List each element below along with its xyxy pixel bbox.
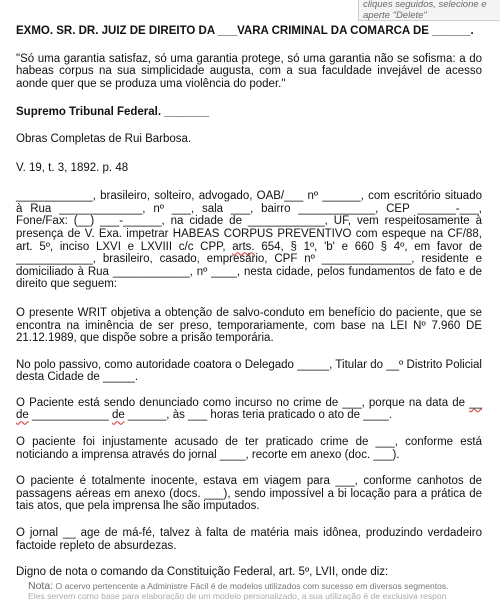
- footer-label: Nota:: [28, 581, 54, 592]
- polo-passivo-paragraph: No polo passivo, como autoridade coatora o Delegado _____, Titular do __º Distrito Policial desta Cidade de _____.: [16, 358, 482, 384]
- digno-paragraph: Digno de nota o comando da Constituição Federal, art. 5º, LVII, onde diz:: [16, 566, 389, 579]
- denunciado-paragraph: [16, 397, 482, 422]
- footer-line-2: Eles servem como base para elaboração de um modelo personalizado, a sua utilização é de exclusiva respon: [28, 591, 447, 600]
- hint-line-2: aperte "Delete": [363, 9, 427, 21]
- instruction-hint: [358, 0, 500, 21]
- denunciado-de-2: de: [111, 409, 125, 422]
- denunciado-mid: ____________: [28, 409, 112, 422]
- jornal-paragraph: O jornal __ age de má-fé, talvez à falta de matéria mais idônea, produzindo verdadeiro factoide repleto de absurdezas.: [16, 527, 482, 552]
- denunciado-de-1: __ de: [16, 396, 482, 422]
- source-line: Obras Completas de Rui Barbosa.: [16, 132, 192, 145]
- court-line: Supremo Tribunal Federal. _______: [16, 106, 210, 119]
- footer-line-1: [28, 581, 500, 591]
- intro-arts-word: arts.: [232, 240, 255, 253]
- intro-text-2: 654, § 1º, 'b' e 660 § 4º, em favor de ____________, brasileiro, casado, empresário, CPF nº ______________, residente e domiciliado à Rua ____________, nº ____, nesta cidade, pelos fundamentos de fato e de direito que seguem:: [16, 240, 482, 291]
- acusado-paragraph: O paciente foi injustamente acusado de ter praticado crime de ___, conforme está noticiando a imprensa através do jornal ____, recorte em anexo (doc. ___).: [16, 436, 482, 461]
- hint-line-1: cliques seguidos, selecione e: [363, 0, 487, 10]
- intro-paragraph: [16, 190, 482, 291]
- denunciado-text-2: ______, às ___ horas teria praticado o ato de ____.: [124, 409, 392, 422]
- footer-text-1: O acervo pertencente a Administre Fácil é de modelos utilizados com sucesso em diversos segmentos.: [53, 581, 449, 591]
- document-heading: EXMO. SR. DR. JUIZ DE DIREITO DA ___VARA CRIMINAL DA COMARCA DE ______.: [16, 25, 474, 37]
- document-body[interactable]: [16, 25, 482, 579]
- reference-line: V. 19, t. 3, 1892. p. 48: [16, 161, 129, 174]
- intro-text-1: ____________, brasileiro, solteiro, advogado, OAB/___ nº ______, com escritório situado à Rua _____________, nº ___, sala ___, bairro ____________, CEP ______-___, Fone/Fax: (__) ___-______, na cidade de ____________, UF, vem respeitosamente à presença de V. Exa. impetrar HABEAS CORPUS PREVENTIVO com espeque na CF/88, art. 5º, inciso LXVI e LXVIII c/c CPP,: [16, 190, 482, 253]
- epigraph-quote: "Só uma garantia satisfaz, só uma garantia protege, só uma garantia não se sofisma: a do habeas corpus na sua simplicidade augusta, com a sua faculdade invejável de acesso aonde quer que se produza uma violência do poder.": [16, 52, 482, 90]
- inocente-paragraph: O paciente é totalmente inocente, estava em viagem para ___, conforme canhotos de passagens aéreas em anexo (docs. ___), sendo impossível a bi locação para a prática de tais atos, que pela imprensa lhe são imputados.: [16, 475, 482, 513]
- footer-note: [28, 581, 500, 600]
- writ-paragraph: O presente WRIT objetiva a obtenção de salvo-conduto em benefício do paciente, que se encontra na iminência de ser preso, temporariamente, com base na LEI Nº 7.960 DE 21.12.1989, que dispõe sobre a prisão temporária.: [16, 306, 482, 345]
- denunciado-text-1: O Paciente está sendo denunciado como incurso no crime de ___, porque na data de: [16, 396, 470, 409]
